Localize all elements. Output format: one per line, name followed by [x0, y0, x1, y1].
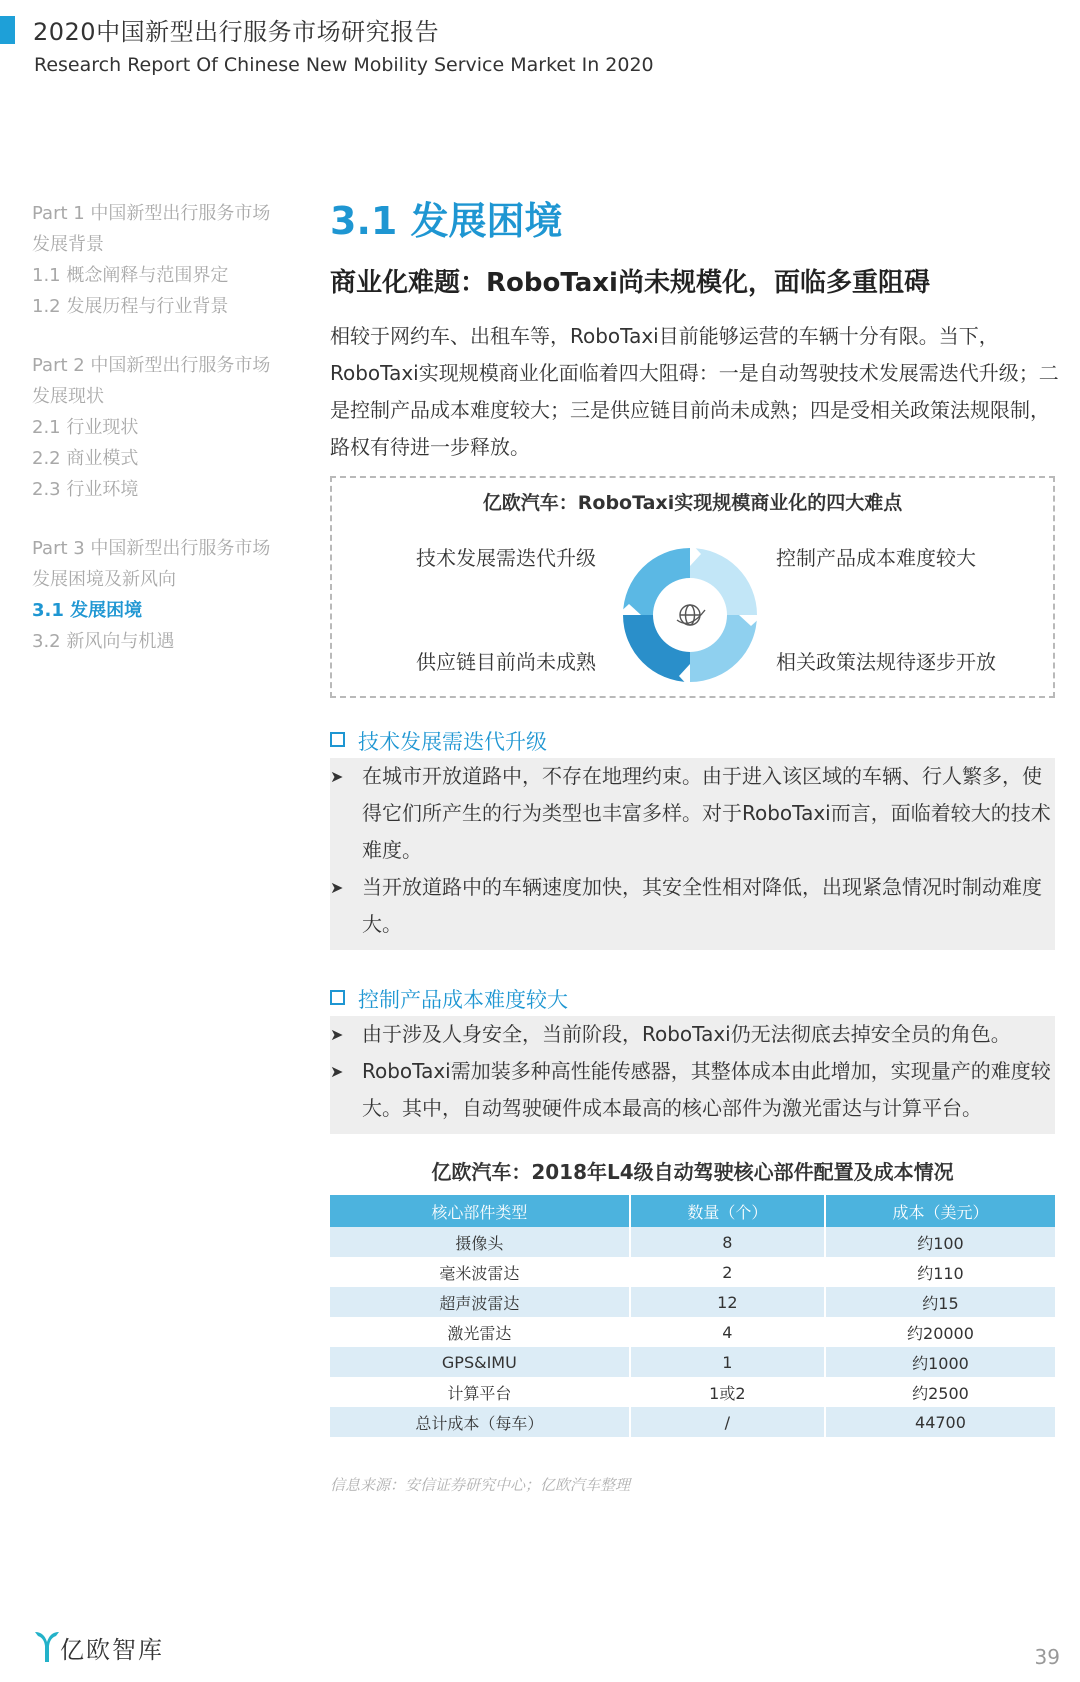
- toc-3-1-active[interactable]: 3.1 发展困境: [32, 600, 143, 621]
- col-header-type: 核心部件类型: [330, 1195, 630, 1227]
- col-header-qty: 数量（个）: [630, 1195, 825, 1227]
- toc-part1[interactable]: Part 1 中国新型出行服务市场: [32, 203, 271, 224]
- toc-part2[interactable]: Part 2 中国新型出行服务市场: [32, 355, 271, 376]
- table-row: 激光雷达 4 约20000: [330, 1317, 1055, 1347]
- square-bullet-icon: [330, 732, 345, 747]
- diagram-label-policy: 相关政策法规待逐步开放: [776, 650, 996, 674]
- heading-tech-upgrade: 技术发展需迭代升级: [330, 726, 547, 756]
- table-title: 亿欧汽车：2018年L4级自动驾驶核心部件配置及成本情况: [431, 1160, 954, 1184]
- arrow-bullet-icon: ➤: [330, 1062, 344, 1081]
- tech-bullet-2: ➤ 当开放道路中的车辆速度加快，其安全性相对降低，出现紧急情况时制动难度大。: [330, 869, 1055, 943]
- yiou-logo-icon: [32, 1628, 62, 1664]
- cost-bullet-1: ➤ 由于涉及人身安全，当前阶段，RoboTaxi仍无法彻底去掉安全员的角色。: [330, 1016, 1055, 1053]
- table-row: 毫米波雷达 2 约110: [330, 1257, 1055, 1287]
- table-header-row: [330, 1195, 1055, 1227]
- diagram-title: 亿欧汽车：RoboTaxi实现规模商业化的四大难点: [482, 492, 903, 514]
- toc-part1-cont[interactable]: 发展背景: [32, 234, 104, 255]
- table-row-total: 总计成本（每车） / 44700: [330, 1407, 1055, 1437]
- tech-bullet-1: ➤ 在城市开放道路中，不存在地理约束。由于进入该区域的车辆、行人繁多，使得它们所产生的行为类型也丰富多样。对于RoboTaxi而言，面临着较大的技术难度。: [330, 758, 1055, 869]
- square-bullet-icon: [330, 990, 345, 1005]
- toc-1-1[interactable]: 1.1 概念阐释与范围界定: [32, 265, 229, 286]
- source-note: 信息来源：安信证券研究中心；亿欧汽车整理: [330, 1476, 631, 1494]
- report-subtitle: Research Report Of Chinese New Mobility Service Market In 2020: [34, 54, 654, 76]
- diagram-label-cost: 控制产品成本难度较大: [776, 546, 976, 570]
- toc-part2-cont[interactable]: 发展现状: [32, 386, 104, 407]
- col-header-cost: 成本（美元）: [825, 1195, 1055, 1227]
- cost-bullet-2: ➤ RoboTaxi需加装多种高性能传感器，其整体成本由此增加，实现量产的难度较大。其中，自动驾驶硬件成本最高的核心部件为激光雷达与计算平台。: [330, 1053, 1055, 1127]
- header-accent-bar: [0, 16, 15, 44]
- tech-bullets-panel: [330, 758, 1055, 950]
- table-row: 超声波雷达 12 约15: [330, 1287, 1055, 1317]
- toc-3-2[interactable]: 3.2 新风向与机遇: [32, 631, 175, 652]
- heading-cost-control: 控制产品成本难度较大: [330, 984, 568, 1014]
- page-number: 39: [1034, 1645, 1060, 1669]
- cost-bullets-panel: [330, 1016, 1055, 1134]
- table-row: GPS&IMU 1 约1000: [330, 1347, 1055, 1377]
- section-subtitle: 商业化难题：RoboTaxi尚未规模化，面临多重阻碍: [330, 268, 930, 298]
- cycle-ring: [615, 540, 765, 690]
- difficulties-diagram: [330, 476, 1055, 698]
- arrow-bullet-icon: ➤: [330, 767, 344, 786]
- diagram-label-tech: 技术发展需迭代升级: [416, 546, 596, 570]
- section-title: 3.1 发展困境: [330, 199, 563, 243]
- toc-2-2[interactable]: 2.2 商业模式: [32, 448, 139, 469]
- sidebar-toc: [32, 198, 302, 657]
- cost-table: [330, 1195, 1055, 1437]
- toc-2-3[interactable]: 2.3 行业环境: [32, 479, 139, 500]
- toc-part3-cont[interactable]: 发展困境及新风向: [32, 569, 176, 590]
- footer-logo-text: 亿欧智库: [60, 1636, 164, 1664]
- report-title: 2020中国新型出行服务市场研究报告: [33, 18, 440, 46]
- intro-paragraph: 相较于网约车、出租车等，RoboTaxi目前能够运营的车辆十分有限。当下，RoboTaxi实现规模商业化面临着四大阻碍：一是自动驾驶技术发展需迭代升级；二是控制产品成本难度较大；三是供应链目前尚未成熟；四是受相关政策法规限制，路权有待进一步释放。: [330, 324, 1059, 459]
- arrow-bullet-icon: ➤: [330, 878, 344, 897]
- diagram-label-supply: 供应链目前尚未成熟: [416, 650, 596, 674]
- toc-2-1[interactable]: 2.1 行业现状: [32, 417, 139, 438]
- table-row: 摄像头 8 约100: [330, 1227, 1055, 1257]
- table-row: 计算平台 1或2 约2500: [330, 1377, 1055, 1407]
- toc-1-2[interactable]: 1.2 发展历程与行业背景: [32, 296, 229, 317]
- arrow-bullet-icon: ➤: [330, 1025, 344, 1044]
- toc-part3[interactable]: Part 3 中国新型出行服务市场: [32, 538, 271, 559]
